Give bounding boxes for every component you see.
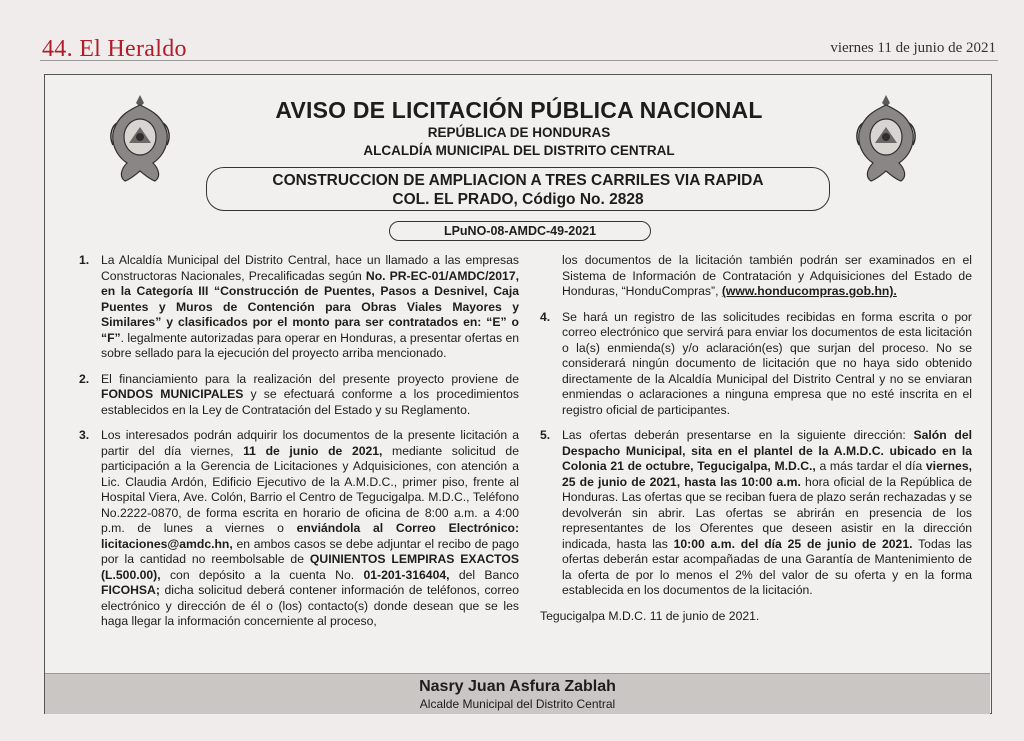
tender-notice — [44, 74, 992, 714]
item-text: El financiamiento para la realización del presente proyecto proviene de — [101, 371, 519, 386]
tender-code: LPuNO-08-AMDC-49-2021 — [389, 221, 651, 241]
item-text: a más tardar el día — [815, 459, 926, 473]
item-text-bold: FONDOS MUNICIPALES — [101, 387, 244, 401]
newspaper-name: 44. El Heraldo — [42, 36, 187, 62]
bank-name: FICOHSA; — [101, 583, 160, 597]
item-number: 5. — [540, 428, 551, 442]
publication-date: viernes 11 de junio de 2021 — [830, 40, 996, 56]
account-number: 01-201-316404, — [363, 567, 450, 582]
item-text: los documentos de la licitación también podrán ser examinados en el Sistema de Información de Contratación y Adquisiciones del Estado de Honduras, “HonduCompras”, — [562, 253, 972, 298]
item-text: y se efectuará conforme a los procedimientos establecidos en la Ley de Contratación del Estado y su Reglamento. — [101, 387, 519, 417]
item-text: Se hará un registro de las solicitudes recibidas en forma escrita o por correo electrónico que servirá para enviar los documentos de esta licitación o la(s) enmienda(s) y/o aclaración(es) que surjan del proceso. No se considerará ningún documento de licitación que no haya sido obtenido directamente de la Alcaldía Municipal del Distrito Central y no se enviaran enmiendas o aclaraciones a ninguna empresa que no esté inscrita en el registro oficial de participantes. — [562, 309, 972, 417]
item-text: del Banco — [449, 567, 519, 582]
right-column — [540, 253, 972, 634]
item-text: . legalmente autorizadas para operar en Honduras, a presentar ofertas en sobre sellado para la ejecución del proyecto arriba mencionado. — [101, 330, 520, 360]
signer-title: Alcalde Municipal del Distrito Central — [419, 697, 616, 711]
item-text: hora oficial de la República de Honduras. Las ofertas que se reciban fuera de plazo serán rechazadas y se devolverán sin abrir. Las ofertas se abrirán en presencia de los representantes de los Oferentes que deseen asistir en la dirección indicada, hasta las — [562, 474, 972, 551]
notice-item-1 — [79, 253, 519, 362]
signer-name: Nasry Juan Asfura Zablah — [419, 678, 616, 695]
item-text-bold: 10:00 a.m. del día 25 de junio de 2021. — [673, 536, 913, 551]
notice-date-line: Tegucigalpa M.D.C. 11 de junio de 2021. — [540, 608, 760, 623]
item-text: en ambos casos se debe adjuntar el recibo de pago por la cantidad no reembolsable de — [101, 536, 519, 566]
project-name-box — [206, 167, 830, 211]
item-text: La Alcaldía Municipal del Distrito Central, hace un llamado a las empresas Constructoras Nacionales, Precalificadas según — [101, 253, 519, 283]
project-name-line1: CONSTRUCCION DE AMPLIACION A TRES CARRILES VIA RAPIDA — [272, 172, 764, 189]
notice-title: AVISO DE LICITACIÓN PÚBLICA NACIONAL — [275, 97, 763, 123]
item-text-bold: 11 de junio de 2021, — [243, 443, 383, 458]
project-name-line2: COL. EL PRADO, Código No. 2828 — [392, 191, 644, 208]
notice-item-5 — [540, 428, 972, 599]
item-text: Las ofertas deberán presentarse en la siguiente dirección: — [562, 428, 914, 442]
item-text-bold: Salón del Despacho Municipal, sita en el plantel de la A.M.D.C. ubicado en la Colonia 21 de octubre, Tegucigalpa, M.D.C., — [562, 428, 972, 473]
item-number: 3. — [79, 428, 90, 442]
item-text: Todas las ofertas deberán estar acompañadas de una Garantía de Mantenimiento de la oferta de por lo menos el 2% del valor de su oferta y en la forma establecida en los documentos de la licitación. — [562, 536, 973, 597]
item-text: con depósito a la cuenta No. — [160, 567, 364, 582]
notice-item-4 — [540, 310, 972, 419]
country-name: REPÚBLICA DE HONDURAS — [427, 125, 611, 140]
item-text-bold: viernes, 25 de junio de 2021, hasta las 10:00 a.m. — [562, 459, 972, 489]
newspaper-header — [40, 36, 998, 61]
item-text-bold: No. PR-EC-01/AMDC/2017, en la Categoría III “Construcción de Puentes, Pasos a Desnivel, Caja Puentes y Muros de Contención para Obras Viales Mayores y Similares” y clasificados por el monto para ser contratados en: “E” o “F” — [101, 268, 519, 345]
honducompras-link[interactable]: (www.honducompras.gob.hn). — [721, 284, 897, 298]
item-number: 2. — [79, 371, 90, 386]
item-number: 1. — [79, 253, 90, 267]
entity-name: ALCALDÍA MUNICIPAL DEL DISTRITO CENTRAL — [363, 143, 675, 158]
notice-item-3 — [79, 428, 519, 630]
item-text: Los interesados podrán adquirir los documentos de la presente licitación a partir del día viernes, — [101, 428, 519, 458]
item-text-bold: QUINIENTOS LEMPIRAS EXACTOS (L.500.00), — [101, 552, 520, 582]
item-number: 4. — [540, 309, 551, 324]
left-column — [79, 253, 519, 640]
item-text: dicha solicitud deberá contener información de teléfonos, correo electrónico y dirección de él o (los) contacto(s) donde desean que se les haga llegar la información concerniente al proceso, — [101, 583, 519, 628]
contact-email: enviándola al Correo Electrónico: licitaciones@amdc.hn, — [101, 521, 519, 551]
notice-item-2 — [79, 372, 519, 419]
item-text: mediante solicitud de participación a la Gerencia de Licitaciones y Adquisiciones, con atención a Lic. Claudia Ardón, Edificio Ejecutivo de la A.M.D.C., primer piso, frente al Hospital Viera, Ave. Colón, Barrio el Centro de Tegucigalpa. M.D.C., Teléfono No.2222-0870, de forma escrita en horario de oficina de 8:00 a.m. a 4:00 p.m. de lunes a viernes o — [101, 443, 519, 535]
signature-block — [45, 673, 990, 714]
notice-item-3-continued — [540, 253, 972, 300]
